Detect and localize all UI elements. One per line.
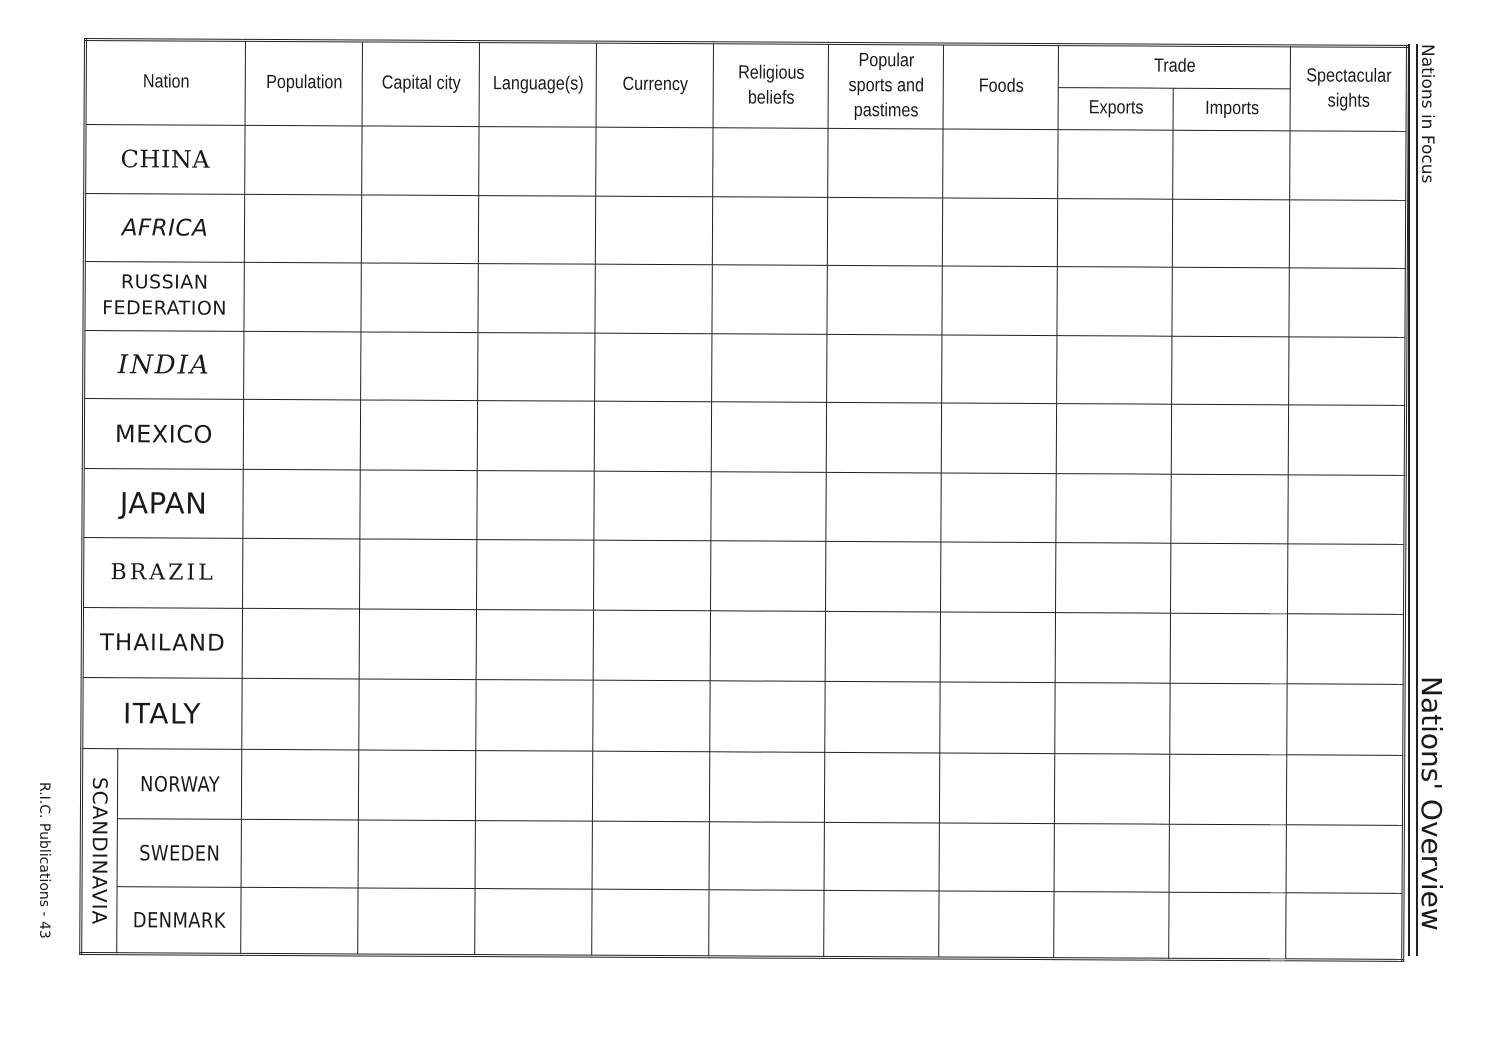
table-cell[interactable]	[827, 197, 942, 266]
table-cell[interactable]	[1289, 268, 1406, 338]
table-row	[85, 125, 1407, 201]
table-cell[interactable]	[824, 752, 939, 823]
table-cell[interactable]	[479, 127, 596, 197]
table-cell[interactable]	[475, 821, 592, 890]
table-cell[interactable]	[1172, 267, 1289, 337]
table-cell[interactable]	[1289, 200, 1406, 269]
table-cell[interactable]	[592, 821, 709, 890]
table-cell[interactable]	[593, 610, 710, 681]
nation-brazil: BRAZIL	[83, 538, 243, 609]
table-cell[interactable]	[1290, 131, 1407, 201]
table-cell[interactable]	[711, 472, 826, 542]
table-cell[interactable]	[361, 263, 478, 333]
table-cell[interactable]	[826, 541, 941, 612]
table-cell[interactable]	[360, 539, 477, 610]
nation-japan: JAPAN	[83, 469, 243, 539]
table-cell[interactable]	[1286, 755, 1403, 826]
table-cell[interactable]	[242, 608, 359, 679]
table-cell[interactable]	[941, 473, 1056, 543]
header-row	[85, 40, 1407, 90]
table-cell[interactable]	[1056, 474, 1171, 544]
table-cell[interactable]	[712, 334, 827, 403]
table-cell[interactable]	[1056, 404, 1171, 475]
table-cell[interactable]	[362, 126, 479, 196]
table-cell[interactable]	[942, 335, 1057, 404]
table-cell[interactable]	[241, 749, 358, 820]
nation-india: INDIA	[84, 331, 244, 400]
table-cell[interactable]	[1055, 613, 1170, 684]
table-cell[interactable]	[477, 471, 594, 541]
table-cell[interactable]	[594, 401, 711, 472]
table-cell[interactable]	[940, 612, 1055, 683]
table-cell[interactable]	[245, 125, 362, 195]
table-cell[interactable]	[1288, 475, 1405, 545]
table-cell[interactable]	[1169, 754, 1286, 825]
table-cell[interactable]	[241, 819, 358, 888]
table-cell[interactable]	[592, 889, 709, 957]
header-trade: Trade	[1076, 45, 1273, 89]
worksheet	[79, 38, 1406, 961]
table-cell[interactable]	[1054, 892, 1169, 960]
table-cell[interactable]	[711, 402, 826, 473]
table-cell[interactable]	[939, 891, 1054, 959]
table-row	[83, 399, 1405, 476]
table-cell[interactable]	[244, 331, 361, 400]
table-cell[interactable]	[939, 823, 1054, 892]
table-cell[interactable]	[709, 752, 824, 823]
table-cell[interactable]	[825, 611, 940, 682]
table-row	[82, 608, 1404, 685]
nation-norway: NORWAY	[127, 749, 233, 820]
table-cell[interactable]	[475, 751, 592, 822]
table-cell[interactable]	[941, 542, 1056, 613]
page-subtitle: Nations in Focus	[1417, 44, 1437, 184]
table-cell[interactable]	[1056, 543, 1171, 614]
table-cell[interactable]	[594, 540, 711, 611]
table-cell[interactable]	[940, 682, 1055, 754]
table-cell[interactable]	[361, 195, 478, 264]
table-cell[interactable]	[244, 262, 361, 332]
table-cell[interactable]	[939, 753, 1054, 824]
table-cell[interactable]	[596, 127, 713, 197]
table-cell[interactable]	[710, 611, 825, 682]
table-cell[interactable]	[360, 400, 477, 471]
table-row	[81, 886, 1403, 960]
table-cell[interactable]	[595, 196, 712, 265]
table-cell[interactable]	[475, 889, 592, 957]
header-population: Population	[254, 40, 354, 126]
table-cell[interactable]	[1054, 824, 1169, 893]
header-nation: Nation	[97, 40, 233, 126]
table-cell[interactable]	[358, 820, 475, 889]
table-cell[interactable]	[1055, 683, 1170, 755]
table-cell[interactable]	[477, 540, 594, 611]
page-title: Nations' Overview	[1415, 676, 1448, 931]
header-popular-sports: Popular sports and pastimes	[837, 43, 935, 129]
table-cell[interactable]	[824, 822, 939, 891]
table-row	[83, 469, 1405, 545]
table-cell[interactable]	[942, 266, 1057, 336]
table-cell[interactable]	[824, 890, 939, 958]
table-cell[interactable]	[1287, 614, 1404, 685]
table-row	[83, 538, 1405, 615]
nation-italy: ITALY	[82, 677, 242, 749]
table-cell[interactable]	[827, 265, 942, 335]
table-cell[interactable]	[709, 890, 824, 958]
table-cell[interactable]	[595, 264, 712, 334]
table-cell[interactable]	[1171, 404, 1288, 475]
table-cell[interactable]	[478, 333, 595, 402]
table-cell[interactable]	[1288, 544, 1405, 615]
table-cell[interactable]	[827, 334, 942, 403]
table-cell[interactable]	[1286, 893, 1403, 961]
table-cell[interactable]	[1057, 267, 1172, 337]
header-exports: Exports	[1067, 88, 1165, 131]
table-cell[interactable]	[712, 265, 827, 335]
table-cell[interactable]	[358, 750, 475, 821]
table-cell[interactable]	[361, 332, 478, 401]
table-cell[interactable]	[1171, 474, 1288, 544]
table-cell[interactable]	[1288, 405, 1405, 476]
table-cell[interactable]	[713, 128, 828, 198]
table-row	[84, 194, 1406, 269]
table-cell[interactable]	[243, 399, 360, 470]
table-cell[interactable]	[242, 678, 359, 750]
table-cell[interactable]	[594, 471, 711, 541]
table-cell[interactable]	[478, 196, 595, 265]
table-cell[interactable]	[1173, 130, 1290, 200]
table-cell[interactable]	[941, 403, 1056, 474]
table-cell[interactable]	[244, 194, 361, 263]
table-cell[interactable]	[359, 609, 476, 680]
table-cell[interactable]	[826, 402, 941, 473]
table-cell[interactable]	[1057, 199, 1172, 268]
nation-label: FEDERATION	[102, 297, 228, 320]
header-imports: Imports	[1182, 88, 1282, 131]
table-cell[interactable]	[241, 887, 358, 955]
table-cell[interactable]	[1057, 336, 1172, 405]
nations-overview-table	[79, 38, 1409, 962]
table-cell[interactable]	[360, 470, 477, 540]
table-cell[interactable]	[710, 681, 825, 753]
table-cell[interactable]	[1172, 199, 1289, 268]
nation-russian-federation	[84, 262, 244, 332]
table-cell[interactable]	[1171, 543, 1288, 614]
table-cell[interactable]	[709, 822, 824, 891]
table-row	[84, 331, 1406, 406]
publisher-footer: R.I.C. Publications - 43	[36, 782, 52, 939]
table-cell[interactable]	[1289, 337, 1406, 406]
header-religious-beliefs: Religious beliefs	[722, 43, 820, 129]
table-cell[interactable]	[476, 680, 593, 752]
table-row	[81, 818, 1403, 893]
table-cell[interactable]	[943, 129, 1058, 199]
header-foods: Foods	[952, 44, 1050, 130]
table-cell[interactable]	[1170, 613, 1287, 684]
table-cell[interactable]	[1058, 130, 1173, 200]
table-cell[interactable]	[1169, 892, 1286, 960]
table-cell[interactable]	[825, 681, 940, 753]
table-cell[interactable]	[1286, 825, 1403, 894]
table-cell[interactable]	[828, 128, 943, 198]
table-cell[interactable]	[826, 472, 941, 542]
table-cell[interactable]	[1054, 754, 1169, 825]
nation-mexico: MEXICO	[83, 399, 243, 470]
table-row	[82, 677, 1404, 755]
nation-label: RUSSIAN	[120, 271, 209, 295]
table-cell[interactable]	[477, 401, 594, 472]
table-cell[interactable]	[711, 541, 826, 612]
nation-sweden: SWEDEN	[126, 819, 232, 888]
table-cell[interactable]	[593, 680, 710, 752]
table-row	[81, 748, 1403, 825]
table-cell[interactable]	[1169, 824, 1286, 893]
table-cell[interactable]	[595, 333, 712, 402]
nation-denmark: DENMARK	[126, 887, 232, 955]
table-cell[interactable]	[243, 538, 360, 609]
header-languages: Language(s)	[488, 42, 588, 128]
nation-africa: AFRICA	[84, 194, 244, 263]
header-capital-city: Capital city	[371, 41, 471, 127]
header-currency: Currency	[605, 42, 705, 128]
scandinavia-label: SCANDINAVIA	[87, 776, 113, 925]
table-cell[interactable]	[712, 197, 827, 266]
nation-china: CHINA	[85, 125, 245, 195]
header-spectacular-sights: Spectacular sights	[1299, 46, 1399, 132]
table-row	[84, 262, 1406, 338]
table-cell[interactable]	[592, 751, 709, 822]
table-cell[interactable]	[358, 888, 475, 956]
nation-thailand: THAILAND	[82, 608, 242, 679]
scandinavia-group	[81, 748, 118, 953]
table-cell[interactable]	[359, 679, 476, 751]
table-cell[interactable]	[1287, 684, 1404, 756]
table-cell[interactable]	[476, 610, 593, 681]
table-cell[interactable]	[243, 469, 360, 539]
table-cell[interactable]	[1170, 683, 1287, 755]
table-cell[interactable]	[942, 198, 1057, 267]
table-cell[interactable]	[1172, 336, 1289, 405]
table-cell[interactable]	[478, 264, 595, 334]
